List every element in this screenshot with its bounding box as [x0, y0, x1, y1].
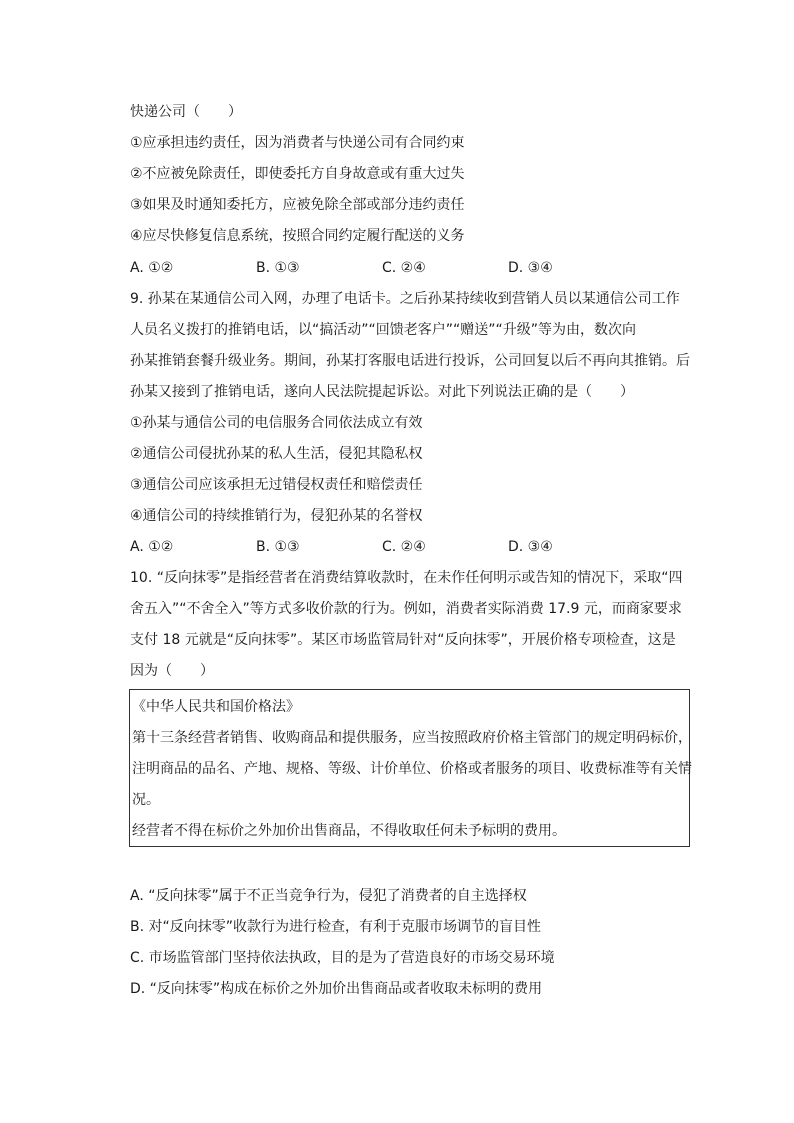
- q10-stem-line-1: 10. “反向抹零”是指经营者在消费结算收款时，在未作任何明示或告知的情况下，采取“四: [130, 570, 683, 586]
- law-excerpt-box: [129, 689, 690, 847]
- q9-option-d: D. ③④: [508, 539, 553, 555]
- q9-statement-3: ③通信公司应该承担无过错侵权责任和赔偿责任: [130, 477, 423, 493]
- q8-option-d: D. ③④: [508, 260, 553, 276]
- q8-stem-continuation: 快递公司（ ）: [130, 104, 242, 120]
- q8-statement-3: ③如果及时通知委托方，应被免除全部或部分违约责任: [130, 197, 465, 213]
- q9-option-c: C. ②④: [382, 539, 426, 555]
- law-line-2: 注明商品的品名、产地、规格、等级、计价单位、价格或者服务的项目、收费标准等有关情: [132, 761, 692, 777]
- q9-stem-line-4: 孙某又接到了推销电话，遂向人民法院提起诉讼。对此下列说法正确的是（ ）: [130, 384, 634, 400]
- q9-options: [130, 537, 690, 557]
- q10-option-b: B. 对“反向抹零”收款行为进行检查，有利于克服市场调节的盲目性: [130, 919, 542, 935]
- q9-statement-1: ①孙某与通信公司的电信服务合同依法成立有效: [130, 415, 423, 431]
- q8-option-a: A. ①②: [130, 260, 174, 276]
- q8-statement-2: ②不应被免除责任，即使委托方自身故意或有重大过失: [130, 166, 465, 182]
- q10-stem-line-4: 因为（ ）: [130, 663, 214, 679]
- q9-stem-line-2: 人员名义拨打的推销电话，以“搞活动”“回馈老客户”“赠送”“升级”等为由，数次向: [130, 322, 637, 338]
- law-title: 《中华人民共和国价格法》: [132, 699, 300, 715]
- q9-stem-line-1: 9. 孙某在某通信公司入网，办理了电话卡。之后孙某持续收到营销人员以某通信公司工作: [130, 291, 680, 307]
- q10-option-d: D. “反向抹零”构成在标价之外加价出售商品或者收取未标明的费用: [130, 981, 543, 997]
- law-line-1: 第十三条经营者销售、收购商品和提供服务，应当按照政府价格主管部门的规定明码标价，: [132, 730, 692, 746]
- q8-statement-1: ①应承担违约责任，因为消费者与快递公司有合同约束: [130, 135, 465, 151]
- q8-option-b: B. ①③: [256, 260, 300, 276]
- q10-stem-line-3: 支付 18 元就是“反向抹零”。某区市场监管局针对“反向抹零”，开展价格专项检查，这是: [130, 632, 676, 648]
- q9-option-a: A. ①②: [130, 539, 174, 555]
- q10-stem-line-2: 舍五入”“不舍全入”等方式多收价款的行为。例如，消费者实际消费 17.9 元，而商家要求: [130, 601, 682, 617]
- q8-options: [130, 258, 690, 278]
- q9-statement-4: ④通信公司的持续推销行为，侵犯孙某的名誉权: [130, 508, 423, 524]
- q10-option-a: A. “反向抹零”属于不正当竞争行为，侵犯了消费者的自主选择权: [130, 888, 527, 904]
- q8-option-c: C. ②④: [382, 260, 426, 276]
- q10-option-c: C. 市场监管部门坚持依法执政，目的是为了营造良好的市场交易环境: [130, 950, 555, 966]
- law-line-4: 经营者不得在标价之外加价出售商品，不得收取任何未予标明的费用。: [132, 823, 566, 839]
- law-line-3: 况。: [132, 792, 160, 808]
- q9-stem-line-3: 孙某推销套餐升级业务。期间，孙某打客服电话进行投诉，公司回复以后不再向其推销。后: [130, 353, 690, 369]
- q9-option-b: B. ①③: [256, 539, 300, 555]
- q8-statement-4: ④应尽快修复信息系统，按照合同约定履行配送的义务: [130, 228, 465, 244]
- q9-statement-2: ②通信公司侵扰孙某的私人生活，侵犯其隐私权: [130, 446, 423, 462]
